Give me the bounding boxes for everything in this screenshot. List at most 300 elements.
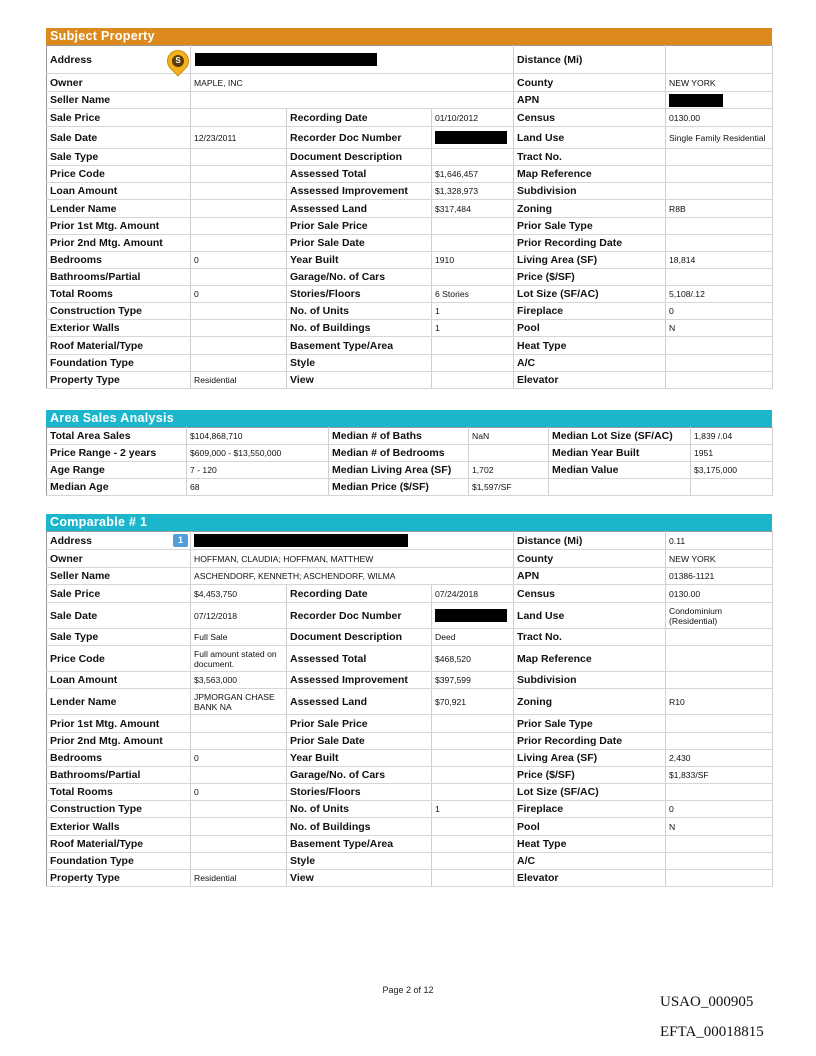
field-label: Bathrooms/Partial	[47, 269, 191, 286]
field-value	[191, 801, 287, 818]
field-label: Year Built	[287, 750, 432, 767]
field-value	[691, 479, 773, 496]
field-value: 1	[432, 801, 514, 818]
field-label: Prior Recording Date	[514, 235, 666, 252]
field-value	[666, 715, 773, 733]
table-row	[47, 836, 773, 853]
table-row	[47, 200, 773, 218]
table-row	[47, 127, 773, 149]
field-label: Exterior Walls	[47, 818, 191, 836]
field-label: Basement Type/Area	[287, 337, 432, 355]
field-value: Deed	[432, 629, 514, 646]
table-row	[47, 750, 773, 767]
field-label: Distance (Mi)	[514, 46, 666, 74]
table-row	[47, 445, 773, 462]
field-label: Prior 2nd Mtg. Amount	[47, 733, 191, 750]
field-value: N	[666, 320, 773, 337]
field-label: Lender Name	[47, 200, 191, 218]
field-label: Seller Name	[47, 92, 191, 109]
field-value	[432, 127, 514, 149]
field-label: Land Use	[514, 603, 666, 629]
field-label: Stories/Floors	[287, 784, 432, 801]
field-label: View	[287, 870, 432, 887]
table-row	[47, 109, 773, 127]
table-row	[47, 252, 773, 269]
field-label: Fireplace	[514, 801, 666, 818]
field-value	[191, 733, 287, 750]
address-redaction	[194, 534, 408, 547]
field-value	[666, 672, 773, 689]
field-value: ASCHENDORF, KENNETH; ASCHENDORF, WILMA	[191, 568, 514, 585]
field-value	[191, 320, 287, 337]
field-label: County	[514, 550, 666, 568]
field-label: Elevator	[514, 870, 666, 887]
field-label: Bathrooms/Partial	[47, 767, 191, 784]
field-label: APN	[514, 568, 666, 585]
doc-number-redaction	[435, 131, 507, 144]
field-label: Prior 1st Mtg. Amount	[47, 715, 191, 733]
table-row	[47, 166, 773, 183]
table-row	[47, 372, 773, 389]
field-label: Total Rooms	[47, 286, 191, 303]
field-label: Age Range	[47, 462, 187, 479]
table-row	[47, 568, 773, 585]
table-row	[47, 337, 773, 355]
field-label: Total Area Sales	[47, 428, 187, 445]
field-value	[177, 532, 514, 550]
field-label: Price Range - 2 years	[47, 445, 187, 462]
field-label: Bedrooms	[47, 252, 191, 269]
field-label: Roof Material/Type	[47, 836, 191, 853]
field-value	[191, 303, 287, 320]
field-value	[191, 235, 287, 252]
field-value	[666, 218, 773, 235]
field-value: 0	[191, 252, 287, 269]
field-label: Lot Size (SF/AC)	[514, 784, 666, 801]
field-label: Tract No.	[514, 629, 666, 646]
efta-stamp: EFTA_00018815	[660, 1024, 764, 1040]
field-value	[432, 870, 514, 887]
table-row	[47, 870, 773, 887]
field-label: Tract No.	[514, 149, 666, 166]
field-label: Prior 2nd Mtg. Amount	[47, 235, 191, 252]
field-label: Sale Price	[47, 585, 191, 603]
field-value	[191, 836, 287, 853]
field-label	[549, 479, 691, 496]
field-value: 07/12/2018	[191, 603, 287, 629]
field-value: $104,868,710	[187, 428, 329, 445]
field-value: 1910	[432, 252, 514, 269]
field-value	[432, 372, 514, 389]
field-label: Median Age	[47, 479, 187, 496]
field-value	[666, 853, 773, 870]
field-value: 7 - 120	[187, 462, 329, 479]
field-value: 0	[666, 801, 773, 818]
field-value: 0130.00	[666, 585, 773, 603]
field-value	[432, 853, 514, 870]
field-label: Pool	[514, 320, 666, 337]
field-value: 5,108/.12	[666, 286, 773, 303]
field-label: Loan Amount	[47, 672, 191, 689]
field-value: $3,175,000	[691, 462, 773, 479]
field-label: Recorder Doc Number	[287, 603, 432, 629]
field-value: Residential	[191, 372, 287, 389]
field-value: $1,833/SF	[666, 767, 773, 784]
field-label: Prior 1st Mtg. Amount	[47, 218, 191, 235]
field-label: A/C	[514, 355, 666, 372]
field-label: Basement Type/Area	[287, 836, 432, 853]
field-value: $4,453,750	[191, 585, 287, 603]
apn-redaction	[669, 94, 723, 107]
field-label: Median Year Built	[549, 445, 691, 462]
field-label: Fireplace	[514, 303, 666, 320]
field-value: 1,702	[469, 462, 549, 479]
field-label: Sale Type	[47, 149, 191, 166]
field-value	[191, 200, 287, 218]
field-value	[666, 355, 773, 372]
subject-property-section	[46, 28, 772, 389]
field-value: 2,430	[666, 750, 773, 767]
field-label: Census	[514, 109, 666, 127]
field-label: Median Value	[549, 462, 691, 479]
field-label: Property Type	[47, 372, 191, 389]
field-label: Owner	[47, 74, 191, 92]
field-label: Bedrooms	[47, 750, 191, 767]
field-value: JPMORGAN CHASE BANK NA	[191, 689, 287, 715]
field-label: Style	[287, 355, 432, 372]
field-value: 0130.00	[666, 109, 773, 127]
table-row	[47, 818, 773, 836]
field-value: 68	[187, 479, 329, 496]
field-label: Address	[47, 532, 191, 550]
field-label: Median # of Baths	[329, 428, 469, 445]
field-label: Construction Type	[47, 303, 191, 320]
field-value	[432, 603, 514, 629]
field-value: 0.11	[666, 532, 773, 550]
table-row	[47, 183, 773, 200]
field-value	[666, 646, 773, 672]
field-value: 1	[432, 320, 514, 337]
comparable-badge-icon: 1	[173, 534, 188, 547]
table-row	[47, 767, 773, 784]
field-value: 1,839 /.04	[691, 428, 773, 445]
field-value	[666, 372, 773, 389]
field-label: Price ($/SF)	[514, 767, 666, 784]
field-value	[191, 183, 287, 200]
field-label: Exterior Walls	[47, 320, 191, 337]
field-label: Heat Type	[514, 836, 666, 853]
field-value	[191, 853, 287, 870]
field-value	[432, 269, 514, 286]
field-value	[666, 870, 773, 887]
field-value: 0	[666, 303, 773, 320]
field-label: Land Use	[514, 127, 666, 149]
field-label: Price ($/SF)	[514, 269, 666, 286]
field-value: HOFFMAN, CLAUDIA; HOFFMAN, MATTHEW	[191, 550, 514, 568]
field-value	[666, 46, 773, 74]
field-value	[432, 818, 514, 836]
field-label: Lender Name	[47, 689, 191, 715]
field-value: Full Sale	[191, 629, 287, 646]
subject-property-header: Subject Property	[46, 28, 772, 45]
table-row	[47, 286, 773, 303]
page-number: Page 2 of 12	[382, 985, 434, 995]
field-value	[666, 629, 773, 646]
table-row	[47, 92, 773, 109]
field-label: Sale Date	[47, 127, 191, 149]
field-label: Seller Name	[47, 568, 191, 585]
area-sales-table	[46, 427, 773, 496]
table-row	[47, 550, 773, 568]
field-label: Prior Sale Date	[287, 733, 432, 750]
field-label: Recording Date	[287, 585, 432, 603]
table-row	[47, 462, 773, 479]
field-value: 12/23/2011	[191, 127, 287, 149]
table-row	[47, 320, 773, 337]
field-value: N	[666, 818, 773, 836]
field-value: Residential	[191, 870, 287, 887]
table-row	[47, 355, 773, 372]
field-value	[666, 733, 773, 750]
field-label: Zoning	[514, 200, 666, 218]
field-label: View	[287, 372, 432, 389]
field-value	[666, 235, 773, 252]
field-label: APN	[514, 92, 666, 109]
field-label: Map Reference	[514, 646, 666, 672]
field-label: Year Built	[287, 252, 432, 269]
field-value	[191, 166, 287, 183]
field-label: Construction Type	[47, 801, 191, 818]
field-label: Median # of Bedrooms	[329, 445, 469, 462]
table-row	[47, 603, 773, 629]
field-value	[666, 269, 773, 286]
field-value: 1951	[691, 445, 773, 462]
field-value: R8B	[666, 200, 773, 218]
field-value: $1,597/SF	[469, 479, 549, 496]
comparable-1-header: Comparable # 1	[46, 514, 772, 531]
field-label: Distance (Mi)	[514, 532, 666, 550]
field-label: Median Price ($/SF)	[329, 479, 469, 496]
field-label: No. of Units	[287, 303, 432, 320]
field-value	[432, 784, 514, 801]
field-label: Elevator	[514, 372, 666, 389]
field-label: Prior Sale Price	[287, 218, 432, 235]
field-value: 07/24/2018	[432, 585, 514, 603]
field-value	[432, 218, 514, 235]
table-row	[47, 532, 773, 550]
field-label: Assessed Total	[287, 166, 432, 183]
pin-letter: S	[172, 55, 184, 67]
field-value	[191, 337, 287, 355]
field-value	[191, 92, 514, 109]
field-value	[666, 836, 773, 853]
field-value: MAPLE, INC	[191, 74, 514, 92]
table-row	[47, 784, 773, 801]
area-sales-header: Area Sales Analysis	[46, 410, 772, 427]
table-row	[47, 428, 773, 445]
field-value	[432, 149, 514, 166]
comparable-1-section	[46, 514, 772, 887]
field-value: 6 Stories	[432, 286, 514, 303]
field-value: $317,484	[432, 200, 514, 218]
field-value	[191, 269, 287, 286]
field-value	[191, 149, 287, 166]
field-label: A/C	[514, 853, 666, 870]
table-row	[47, 74, 773, 92]
field-value: $609,000 - $13,550,000	[187, 445, 329, 462]
field-label: Stories/Floors	[287, 286, 432, 303]
table-row	[47, 218, 773, 235]
field-value: 01/10/2012	[432, 109, 514, 127]
field-value: $1,328,973	[432, 183, 514, 200]
field-value: $3,563,000	[191, 672, 287, 689]
field-label: Living Area (SF)	[514, 252, 666, 269]
field-value: Full amount stated on document.	[191, 646, 287, 672]
field-label: Foundation Type	[47, 853, 191, 870]
table-row	[47, 149, 773, 166]
field-value: $468,520	[432, 646, 514, 672]
table-row	[47, 689, 773, 715]
address-redaction	[195, 53, 377, 66]
field-value	[191, 218, 287, 235]
field-label: Total Rooms	[47, 784, 191, 801]
table-row	[47, 801, 773, 818]
table-row	[47, 715, 773, 733]
field-label: Assessed Total	[287, 646, 432, 672]
field-value	[191, 109, 287, 127]
field-label: Assessed Land	[287, 689, 432, 715]
field-label: Assessed Improvement	[287, 672, 432, 689]
field-value	[191, 715, 287, 733]
table-row	[47, 646, 773, 672]
field-label: Loan Amount	[47, 183, 191, 200]
field-value: NaN	[469, 428, 549, 445]
field-value: R10	[666, 689, 773, 715]
area-sales-section	[46, 410, 772, 496]
field-label: Census	[514, 585, 666, 603]
field-label: No. of Buildings	[287, 818, 432, 836]
field-value: Single Family Residential	[666, 127, 773, 149]
field-value: NEW YORK	[666, 550, 773, 568]
field-label: Prior Sale Type	[514, 218, 666, 235]
field-value	[191, 767, 287, 784]
field-value	[432, 767, 514, 784]
field-value	[666, 92, 773, 109]
field-value: 01386-1121	[666, 568, 773, 585]
field-label: Sale Date	[47, 603, 191, 629]
field-value	[432, 750, 514, 767]
subject-property-table	[46, 45, 773, 389]
field-value	[432, 355, 514, 372]
field-label: Document Description	[287, 149, 432, 166]
field-label: Owner	[47, 550, 191, 568]
field-label: Living Area (SF)	[514, 750, 666, 767]
field-label: Price Code	[47, 646, 191, 672]
field-value	[432, 715, 514, 733]
field-label: Map Reference	[514, 166, 666, 183]
field-label: Zoning	[514, 689, 666, 715]
field-label: County	[514, 74, 666, 92]
field-label: Foundation Type	[47, 355, 191, 372]
table-row	[47, 269, 773, 286]
field-label: Address	[47, 46, 191, 74]
field-label: Subdivision	[514, 672, 666, 689]
field-label: Subdivision	[514, 183, 666, 200]
field-value: 0	[191, 286, 287, 303]
field-label: Median Lot Size (SF/AC)	[549, 428, 691, 445]
field-label: Pool	[514, 818, 666, 836]
table-row	[47, 672, 773, 689]
field-value	[432, 235, 514, 252]
table-row	[47, 46, 773, 74]
field-label: Heat Type	[514, 337, 666, 355]
table-row	[47, 479, 773, 496]
field-value	[469, 445, 549, 462]
field-label: Roof Material/Type	[47, 337, 191, 355]
field-value: $1,646,457	[432, 166, 514, 183]
field-label: Recording Date	[287, 109, 432, 127]
field-label: Prior Sale Date	[287, 235, 432, 252]
field-label: No. of Buildings	[287, 320, 432, 337]
field-value	[666, 149, 773, 166]
usao-stamp: USAO_000905	[660, 994, 754, 1010]
field-label: Recorder Doc Number	[287, 127, 432, 149]
field-label: Style	[287, 853, 432, 870]
field-value	[666, 183, 773, 200]
field-value: 18,814	[666, 252, 773, 269]
comparable-1-table	[46, 531, 773, 887]
table-row	[47, 235, 773, 252]
field-value	[666, 337, 773, 355]
field-value	[666, 166, 773, 183]
field-label: No. of Units	[287, 801, 432, 818]
field-label: Prior Sale Type	[514, 715, 666, 733]
field-label: Sale Type	[47, 629, 191, 646]
field-value: $397,599	[432, 672, 514, 689]
field-label: Median Living Area (SF)	[329, 462, 469, 479]
field-label: Prior Recording Date	[514, 733, 666, 750]
table-row	[47, 303, 773, 320]
field-value	[175, 46, 514, 74]
field-label: Document Description	[287, 629, 432, 646]
field-value	[432, 836, 514, 853]
field-value	[191, 355, 287, 372]
field-value	[191, 818, 287, 836]
field-value: 0	[191, 784, 287, 801]
field-label: Prior Sale Price	[287, 715, 432, 733]
field-value: 0	[191, 750, 287, 767]
field-value	[666, 784, 773, 801]
field-value	[432, 337, 514, 355]
doc-number-redaction	[435, 609, 507, 622]
field-value: $70,921	[432, 689, 514, 715]
field-label: Garage/No. of Cars	[287, 767, 432, 784]
table-row	[47, 733, 773, 750]
field-label: Property Type	[47, 870, 191, 887]
field-value	[432, 733, 514, 750]
field-label: Assessed Land	[287, 200, 432, 218]
field-value: NEW YORK	[666, 74, 773, 92]
field-value: 1	[432, 303, 514, 320]
field-label: Lot Size (SF/AC)	[514, 286, 666, 303]
table-row	[47, 629, 773, 646]
field-label: Garage/No. of Cars	[287, 269, 432, 286]
field-label: Assessed Improvement	[287, 183, 432, 200]
field-value: Condominium (Residential)	[666, 603, 773, 629]
table-row	[47, 585, 773, 603]
field-label: Sale Price	[47, 109, 191, 127]
table-row	[47, 853, 773, 870]
